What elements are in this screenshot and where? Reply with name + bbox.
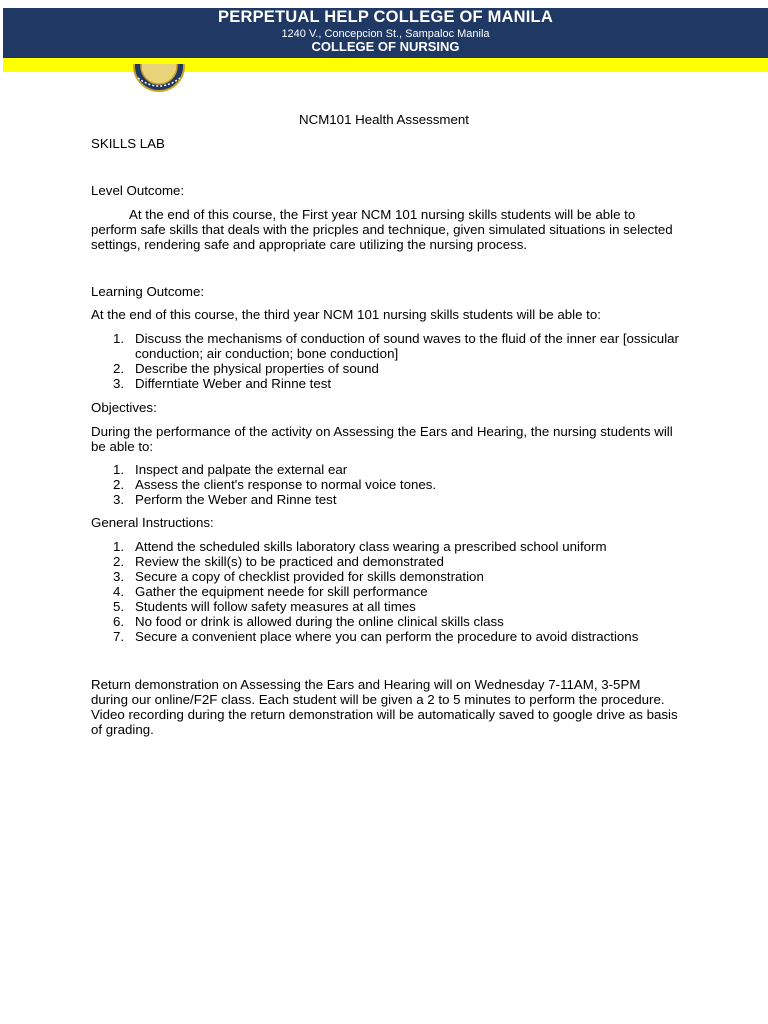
list-text: Assess the client's response to normal voice tones. xyxy=(135,477,437,492)
list-number: 2. xyxy=(113,361,125,376)
college-name: COLLEGE OF NURSING xyxy=(311,39,460,54)
list-text: Review the skill(s) to be practiced and demonstrated xyxy=(135,554,444,569)
header-banner xyxy=(3,8,768,58)
list-number: 3. xyxy=(113,376,125,391)
instructions-heading: General Instructions: xyxy=(91,515,214,530)
school-name: PERPETUAL HELP COLLEGE OF MANILA xyxy=(218,8,553,26)
list-text: Students will follow safety measures at all times xyxy=(135,599,416,614)
list-text: Attend the scheduled skills laboratory class wearing a prescribed school uniform xyxy=(135,539,607,554)
level-outcome-text: At the end of this course, the First year NCM 101 nursing skills students will be able to perform safe skills that deals with the pricples and technique, given simulated situations in selected settings, rendering safe and appropriate care utilizing the nursing process. xyxy=(91,207,673,252)
list-item xyxy=(91,492,681,507)
list-text: Gather the equipment neede for skill performance xyxy=(135,584,428,599)
learning-outcome-list xyxy=(91,331,681,391)
list-item xyxy=(91,539,681,554)
skills-lab-label: SKILLS LAB xyxy=(91,136,165,151)
level-outcome-heading: Level Outcome: xyxy=(91,183,185,198)
return-demo-text: Return demonstration on Assessing the Ears and Hearing will on Wednesday 7-11AM, 3-5PM during our online/F2F class. Each student will be given a 2 to 5 minutes to perform the procedure. Video recording during the return demonstration will be automatically saved to google drive as basis of grading. xyxy=(91,677,678,737)
course-title: NCM101 Health Assessment xyxy=(299,112,469,127)
list-text: Secure a copy of checklist provided for skills demonstration xyxy=(135,569,484,584)
list-item xyxy=(91,462,681,477)
list-text: Discuss the mechanisms of conduction of sound waves to the fluid of the inner ear [ossicular conduction; air conduction; bone conduction] xyxy=(135,331,679,361)
list-item xyxy=(91,569,681,584)
list-text: Inspect and palpate the external ear xyxy=(135,462,348,477)
list-number: 1. xyxy=(113,539,125,554)
list-text: No food or drink is allowed during the online clinical skills class xyxy=(135,614,504,629)
school-address: 1240 V., Concepcion St., Sampaloc Manila xyxy=(281,28,490,40)
list-number: 4. xyxy=(113,584,125,599)
list-number: 2. xyxy=(113,477,125,492)
list-item xyxy=(91,554,681,569)
list-text: Differntiate Weber and Rinne test xyxy=(135,376,332,391)
learning-outcome-heading: Learning Outcome: xyxy=(91,284,205,299)
instructions-list xyxy=(91,539,681,644)
learning-outcome-intro: At the end of this course, the third year NCM 101 nursing skills students will be able to: xyxy=(91,307,601,322)
list-item xyxy=(91,614,681,629)
list-item xyxy=(91,376,681,391)
list-item xyxy=(91,477,681,492)
list-number: 3. xyxy=(113,492,125,507)
objectives-intro: During the performance of the activity on Assessing the Ears and Hearing, the nursing students will be able to: xyxy=(91,424,673,454)
list-number: 1. xyxy=(113,462,125,477)
list-number: 5. xyxy=(113,599,125,614)
list-text: Describe the physical properties of sound xyxy=(135,361,379,376)
list-text: Secure a convenient place where you can perform the procedure to avoid distractions xyxy=(135,629,639,644)
objectives-heading: Objectives: xyxy=(91,400,157,415)
college-seal-logo xyxy=(132,64,186,94)
list-number: 7. xyxy=(113,629,125,644)
list-number: 6. xyxy=(113,614,125,629)
list-number: 2. xyxy=(113,554,125,569)
list-item xyxy=(91,331,681,361)
list-item xyxy=(91,584,681,599)
list-number: 3. xyxy=(113,569,125,584)
objectives-list xyxy=(91,462,681,507)
list-text: Perform the Weber and Rinne test xyxy=(135,492,337,507)
header-stripe xyxy=(3,58,768,72)
list-number: 1. xyxy=(113,331,125,346)
list-item xyxy=(91,629,681,644)
list-item xyxy=(91,599,681,614)
list-item xyxy=(91,361,681,376)
